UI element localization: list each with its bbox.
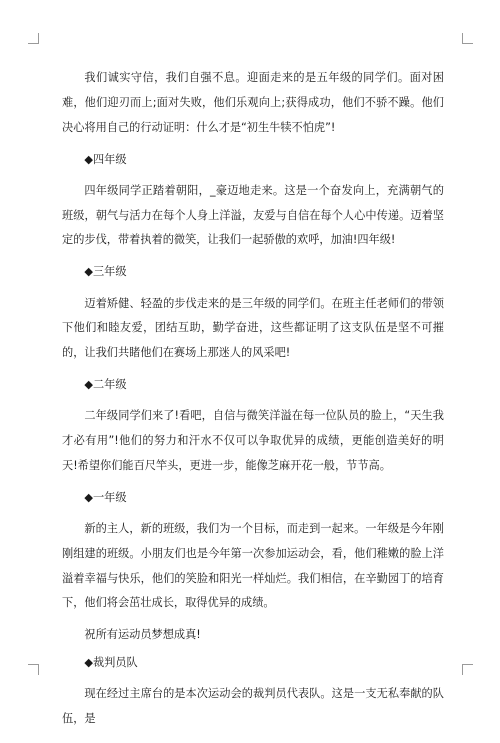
crop-mark-top-left <box>28 33 39 44</box>
paragraph-grade-two: 二年级同学们来了!看吧，自信与微笑洋溢在每一位队员的脸上，“天生我才必有用”!他们的努力和汗水不仅可以争取优异的成绩，更能创造美好的明天!希望你们能百尺竿头，更进一步，能像芝麻开花一般，节节高。 <box>62 409 444 472</box>
paragraph-grade-three: 迈着矫健、轻盈的步伐走来的是三年级的同学们。在班主任老师们的带领下他们和睦友爱，团结互助，勤学奋进，这些都证明了这支队伍是坚不可摧的，让我们共睹他们在赛场上那迷人的风采吧! <box>62 296 444 360</box>
crop-mark-bottom-left <box>28 664 39 675</box>
document-body <box>62 66 444 743</box>
heading-grade-two: ◆二年级 <box>84 378 127 392</box>
paragraph-grade-one: 新的主人，新的班级，我们为一个目标，而走到一起来。一年级是今年刚刚组建的班级。小朋友们也是今年第一次参加运动会，看，他们稚嫩的脸上洋溢着幸福与快乐，他们的笑脸和阳光一样灿烂。我们相信，在辛勤园丁的培育下，他们将会茁壮成长，取得优异的成绩。 <box>62 522 444 610</box>
wish-line: 祝所有运动员梦想成真! <box>84 628 201 642</box>
crop-mark-top-right <box>462 33 473 44</box>
paragraph-grade-four: 四年级同学正踏着朝阳，_豪迈地走来。这是一个奋发向上，充满朝气的班级，朝气与活力在每个人身上洋溢，友爱与自信在每个人心中传递。迈着坚定的步伐，带着执着的微笑，让我们一起骄傲的欢呼，加油!四年级! <box>62 183 444 247</box>
crop-mark-bottom-right <box>462 664 473 675</box>
paragraph-grade-five: 我们诚实守信，我们自强不息。迎面走来的是五年级的同学们。面对困难，他们迎刃而上;面对失败，他们乐观向上;获得成功，他们不骄不躁。他们决心将用自己的行动证明：什么才是“初生牛犊不怕虎”! <box>62 71 444 134</box>
heading-grade-four: ◆四年级 <box>84 152 127 166</box>
heading-grade-three: ◆三年级 <box>84 265 127 279</box>
paragraph-referee-team: 现在经过主席台的是本次运动会的裁判员代表队。这是一支无私奉献的队伍，是 <box>62 686 444 725</box>
heading-grade-one: ◆一年级 <box>84 490 127 504</box>
heading-referee-team: ◆裁判员队 <box>84 655 138 669</box>
